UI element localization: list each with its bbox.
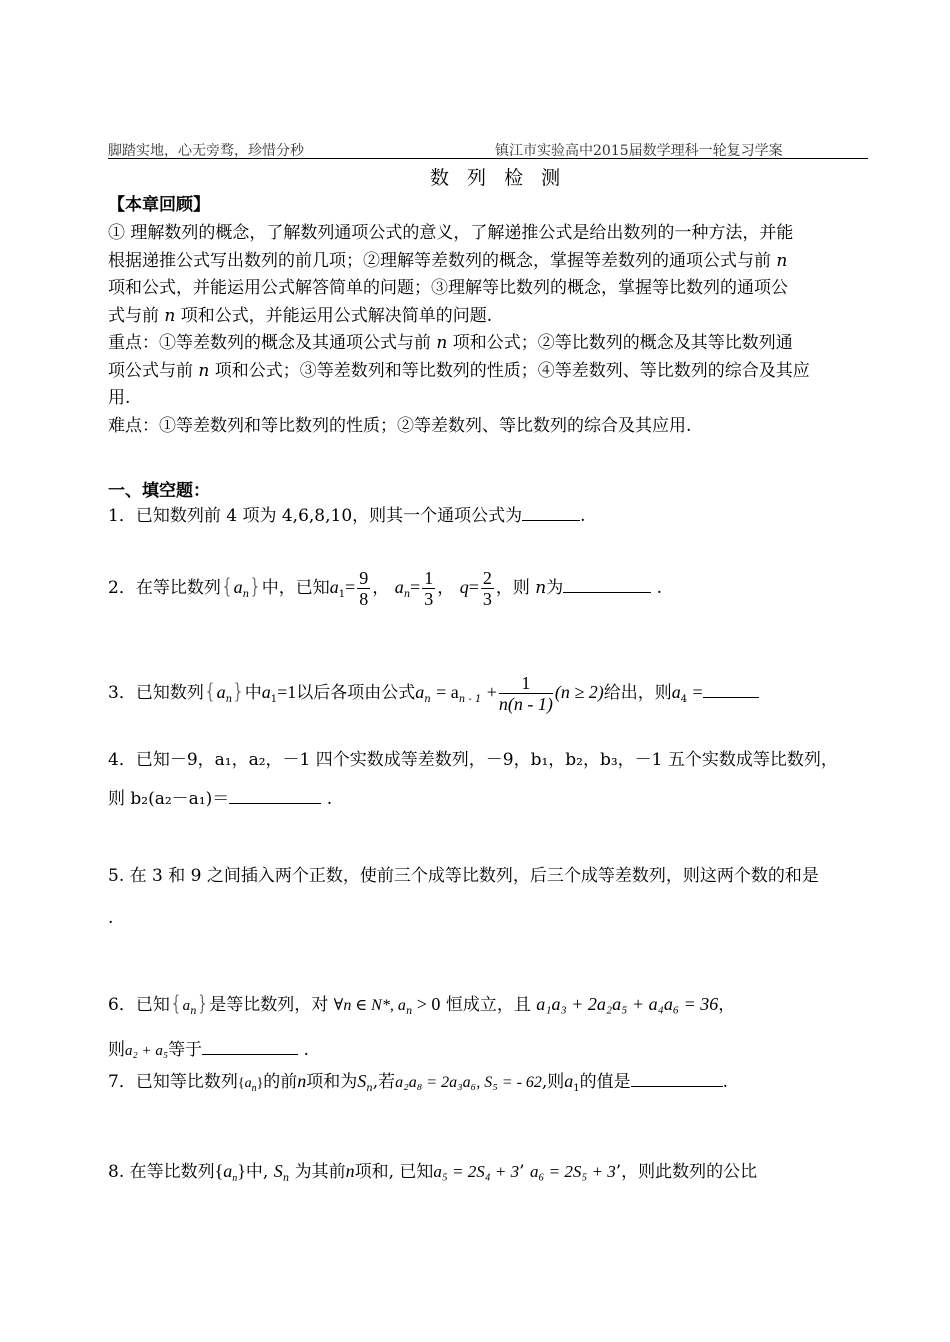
- sub-n: n: [282, 1173, 290, 1184]
- rhs: = a: [436, 682, 459, 702]
- review-heading: 【本章回顾】: [108, 195, 210, 215]
- brace-open: {: [203, 679, 217, 703]
- denominator: 3: [482, 589, 492, 609]
- q2-b: 中，已知: [261, 578, 330, 598]
- answer-blank[interactable]: [703, 681, 759, 698]
- numerator: 1: [499, 673, 553, 694]
- q8-a: 8. 在等比数列: [108, 1162, 215, 1182]
- question-8: 8. 在等比数列$\{a_n\}$中, $S_n$ 为其前n项和, 已知a₅ = 2S₄ + 3’ a₆ = 2S₅ + 3’，则此数列的公比: [108, 1161, 758, 1184]
- header-rule: [108, 158, 868, 159]
- var-n: n: [198, 360, 210, 381]
- brace-close: }: [249, 574, 262, 598]
- var-a: a: [216, 682, 226, 702]
- answer-blank[interactable]: [202, 1038, 298, 1055]
- key-line-1: [108, 330, 868, 358]
- q4-line-2-text: 则 b₂(a₂－a₁)＝: [108, 789, 230, 809]
- review-line-4-a: 式与前: [108, 305, 165, 326]
- comma: ，: [437, 578, 455, 598]
- condition: a₂a₈ = 2a₃a₆, S₅ = - 62: [395, 1074, 542, 1091]
- q7-end: .: [722, 1072, 729, 1092]
- condition: (n ≥ 2): [554, 682, 604, 702]
- q6-a: 6．已知: [108, 995, 170, 1015]
- sub-1: 1: [338, 589, 346, 600]
- q7-f: 的值是: [579, 1072, 631, 1092]
- fraction: [499, 673, 553, 714]
- page-title: 数 列 检 测: [430, 167, 567, 189]
- sub-n: n: [242, 589, 250, 600]
- key-line-2: [108, 358, 868, 386]
- equation-1: a₅ = 2S₄ + 3: [433, 1162, 520, 1181]
- equals: =: [692, 682, 703, 702]
- var-a: a: [329, 577, 339, 597]
- q3-d: 给出，则: [603, 683, 672, 703]
- sub-1: 1: [573, 1083, 580, 1094]
- var-a: a: [564, 1071, 574, 1091]
- equals: =: [468, 577, 479, 597]
- q2-f: 为: [546, 578, 564, 598]
- sub-n: n: [403, 589, 411, 600]
- q8-b: 中,: [245, 1162, 269, 1182]
- fraction: [357, 568, 370, 609]
- var-n: n: [297, 1071, 307, 1091]
- q2-end: .: [656, 578, 663, 598]
- question-6-line-1: 6．已知$\{a_n\}$是等比数列，对 ∀n ∈ N*, $a_n > 0$ 恒成立，且 a₁a₃ + 2a₂a₅ + a₄a₆ = 36，: [108, 991, 736, 1017]
- plus: +: [486, 682, 497, 702]
- var-q: q: [459, 577, 469, 597]
- question-6-line-2: [108, 1037, 309, 1065]
- var-n: n: [535, 578, 547, 598]
- q7-a: 7．已知等比数列: [108, 1072, 238, 1092]
- sub-n-minus-1: n - 1: [458, 694, 482, 705]
- fraction: [422, 568, 435, 609]
- q3-b: 中: [244, 683, 262, 703]
- var-n: n: [776, 250, 788, 271]
- q7-e: ,则: [541, 1072, 565, 1092]
- question-5-line-2: .: [108, 908, 114, 928]
- answer-blank[interactable]: [522, 504, 580, 521]
- q3-a: 3．已知数列: [108, 683, 204, 703]
- q6-end: .: [303, 1040, 309, 1060]
- question-4-line-2: [108, 786, 332, 813]
- brace-open: {: [169, 991, 183, 1015]
- equals: =: [345, 577, 356, 597]
- q6-c: 恒成立，且: [445, 995, 531, 1015]
- q6-b: 是等比数列，对: [209, 995, 329, 1015]
- sub-4: 4: [680, 694, 688, 705]
- question-1: [108, 503, 586, 530]
- fraction: [481, 568, 494, 609]
- key-line-3: 用.: [108, 388, 131, 408]
- denominator: 8: [359, 589, 369, 609]
- review-line-4-b: 项和公式，并能运用公式解决简单的问题.: [175, 305, 493, 326]
- comma: ，: [372, 578, 390, 598]
- brace-close: }: [196, 991, 210, 1015]
- q1-end: .: [580, 506, 586, 526]
- question-2: [108, 568, 662, 609]
- header-course: 镇江市实验高中2015届数学理科一轮复习学案: [495, 143, 783, 159]
- q2-e: ，则: [495, 578, 530, 598]
- q3-c: 以后各项由公式: [296, 683, 416, 703]
- eq-one: =1: [277, 682, 297, 702]
- q6-line-2-b: 等于: [168, 1040, 203, 1060]
- denominator: n(n - 1): [498, 694, 553, 714]
- equation: a₁a₃ + 2a₂a₅ + a₄a₆ = 36: [536, 994, 719, 1014]
- q8-c: 为其前: [294, 1162, 346, 1182]
- var-a: a: [671, 682, 681, 702]
- difficulty-line: 难点：①等差数列和等比数列的性质；②等差数列、等比数列的综合及其应用.: [108, 415, 692, 436]
- var-a: a: [394, 577, 404, 597]
- var-s: S: [357, 1071, 367, 1091]
- q6-d: ，: [718, 995, 736, 1015]
- equation-2: a₆ = 2S₅ + 3: [529, 1162, 616, 1181]
- q4-end: .: [326, 789, 333, 809]
- denominator: 3: [424, 589, 434, 609]
- answer-blank[interactable]: [631, 1070, 723, 1087]
- question-5-line-1: 5. 在 3 和 9 之间插入两个正数，使前三个成等比数列，后三个成等差数列，则这两个数的和是: [108, 866, 819, 886]
- q1-text: 1．已知数列前 4 项为 4,6,8,10，则其一个通项公式为: [108, 506, 523, 526]
- q6-line-2-a: 则: [108, 1040, 125, 1060]
- sub-n: n: [366, 1083, 373, 1094]
- forall-condition: ∀n ∈ N*, a: [333, 997, 406, 1014]
- review-line-3: 项和公式，并能运用公式解答简单的问题；③理解等比数列的概念，掌握等比数列的通项公: [108, 278, 788, 298]
- var-n: n: [345, 1161, 355, 1181]
- q8-f: ’，则此数列的公比: [615, 1162, 758, 1182]
- question-4-line-1: 4．已知－9，a₁，a₂，－1 四个实数成等差数列，－9，b₁，b₂，b₃，－1 五个实数成等比数列，: [108, 750, 838, 770]
- key-2-b: 项和公式；③等差数列和等比数列的性质；④等差数列、等比数列的综合及其应: [209, 360, 810, 381]
- answer-blank[interactable]: [563, 576, 651, 593]
- q7-c: 项和为: [306, 1072, 358, 1092]
- review-line-1: ① 理解数列的概念，了解数列通项公式的意义，了解递推公式是给出数列的一种方法，并能: [108, 223, 794, 243]
- var-n: n: [164, 305, 176, 326]
- question-3: 3．已知数列$\{a_n\}$中$a_1=1$以后各项由公式$a_n = a_{n - 1}$ + $\frac{1}{n(n - 1)}$ (n ≥ 2)给出，则$a_4$ =: [108, 673, 759, 714]
- var-a: a: [233, 577, 243, 597]
- brace-close: }: [232, 679, 245, 703]
- review-paragraph: [108, 220, 868, 440]
- header-motto: 脚踏实地，心无旁骛，珍惜分秒: [108, 143, 304, 159]
- sub-1: 1: [270, 694, 278, 705]
- equals: =: [410, 577, 421, 597]
- q8-d: 项和, 已知: [354, 1162, 434, 1182]
- key-1-a: 重点：①等差数列的概念及其通项公式与前: [108, 333, 437, 353]
- var-s: S: [273, 1161, 283, 1181]
- review-line-2: [108, 248, 868, 276]
- gt-zero: > 0: [412, 994, 441, 1014]
- question-7: 7．已知等比数列$\{a_n\}$的前n项和为$S_n$,若a₂a₈ = 2a₃a₆, S₅ = - 62,则$a_1$的值是 .: [108, 1071, 729, 1094]
- var-n: n: [436, 333, 448, 353]
- section-fill-in: 一、填空题：: [108, 481, 210, 501]
- separator: ’: [519, 1162, 525, 1182]
- q7-d: ,若: [372, 1072, 396, 1092]
- q2-a: 2．在等比数列: [108, 578, 221, 598]
- answer-blank[interactable]: [229, 787, 321, 804]
- numerator: 2: [482, 568, 492, 588]
- review-line-2-text: 根据递推公式写出数列的前几项；②理解等差数列的概念，掌握等差数列的通项公式与前: [108, 250, 777, 271]
- key-2-a: 项公式与前: [108, 360, 199, 381]
- numerator: 9: [359, 568, 369, 588]
- key-1-b: 项和公式；②等比数列的概念及其等比数列通: [447, 333, 793, 353]
- brace-open: {: [220, 574, 234, 598]
- var-a: a: [415, 682, 425, 702]
- var-a: a: [261, 682, 271, 702]
- sum-expression: a₂ + a₅: [125, 1043, 169, 1059]
- review-line-4: [108, 303, 868, 331]
- q7-b: 的前: [263, 1072, 298, 1092]
- numerator: 1: [424, 568, 434, 588]
